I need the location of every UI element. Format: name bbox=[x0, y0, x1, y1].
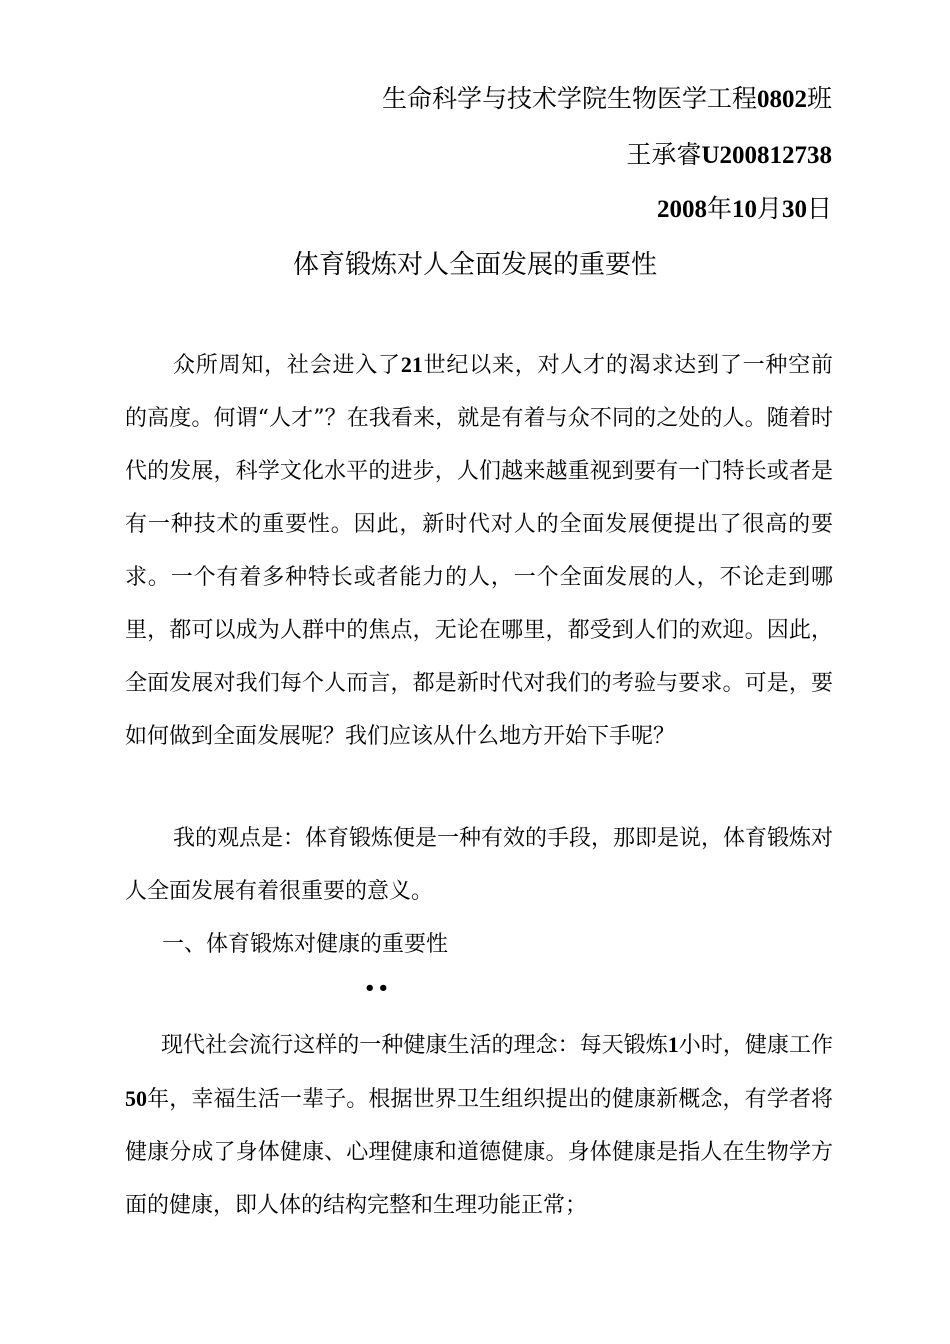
date-day: 30 bbox=[781, 196, 807, 223]
date-year: 2008 bbox=[656, 196, 707, 223]
author-name-id bbox=[626, 138, 832, 173]
paragraph-health-a: 现代社会流行这样的一种健康生活的理念：每天锻炼 bbox=[161, 1033, 668, 1058]
date-year-unit: 年 bbox=[706, 194, 732, 223]
author-name: 王承睿 bbox=[626, 140, 702, 169]
years-number: 50 bbox=[125, 1086, 147, 1111]
date-month: 10 bbox=[731, 196, 757, 223]
hours-number: 1 bbox=[667, 1032, 679, 1057]
date-month-unit: 月 bbox=[756, 194, 782, 223]
paragraph-health-b: 小时，健康工作 bbox=[678, 1033, 833, 1058]
author-department bbox=[382, 82, 832, 117]
decorative-dots: •• bbox=[364, 978, 392, 999]
class-suffix: 班 bbox=[806, 84, 832, 113]
student-id: U200812738 bbox=[701, 142, 832, 169]
paragraph-health-c: 年，幸福生活一辈子。根据世界卫生组织提出的健康新概念，有学者将健康分成了身体健康、心理健康和道德健康。身体健康是指人在生物学方面的健康，即人体的结构完整和生理功能正常； bbox=[125, 1087, 833, 1218]
department-text: 生命科学与技术学院生物医学工程 bbox=[381, 84, 757, 113]
document-title: 体育锻炼对人全面发展的重要性 bbox=[292, 250, 657, 280]
paragraph-intro bbox=[125, 338, 833, 763]
paragraph-intro-b: 世纪以来，对人才的渴求达到了一种空前的高度。何谓“人才”？在我看来，就是有着与众不同的之处的人。随着时代的发展，科学文化水平的进步，人们越来越重视到要有一门特长或者是有一种技术的重要性。因此，新时代对人的全面发展便提出了很高的要求。一个有着多种特长或者能力的人，一个全面发展的人，不论走到哪里，都可以成为人群中的焦点，无论在哪里，都受到人们的欢迎。因此，全面发展对我们每个人而言，都是新时代对我们的考验与要求。可是，要如何做到全面发展呢？我们应该从什么地方开始下手呢？ bbox=[125, 353, 833, 749]
century-number: 21 bbox=[400, 352, 423, 377]
paragraph-intro-a: 众所周知，社会进入了 bbox=[173, 353, 401, 378]
paragraph-thesis: 我的观点是：体育锻炼便是一种有效的手段，那即是说，体育锻炼对人全面发展有着很重要的意义。 bbox=[125, 826, 834, 904]
date-day-unit: 日 bbox=[806, 194, 832, 223]
paragraph-health bbox=[125, 1018, 833, 1232]
section-heading-1: 一、体育锻炼对健康的重要性 bbox=[162, 932, 449, 957]
class-number: 0802 bbox=[756, 86, 807, 113]
document-date bbox=[657, 192, 832, 227]
